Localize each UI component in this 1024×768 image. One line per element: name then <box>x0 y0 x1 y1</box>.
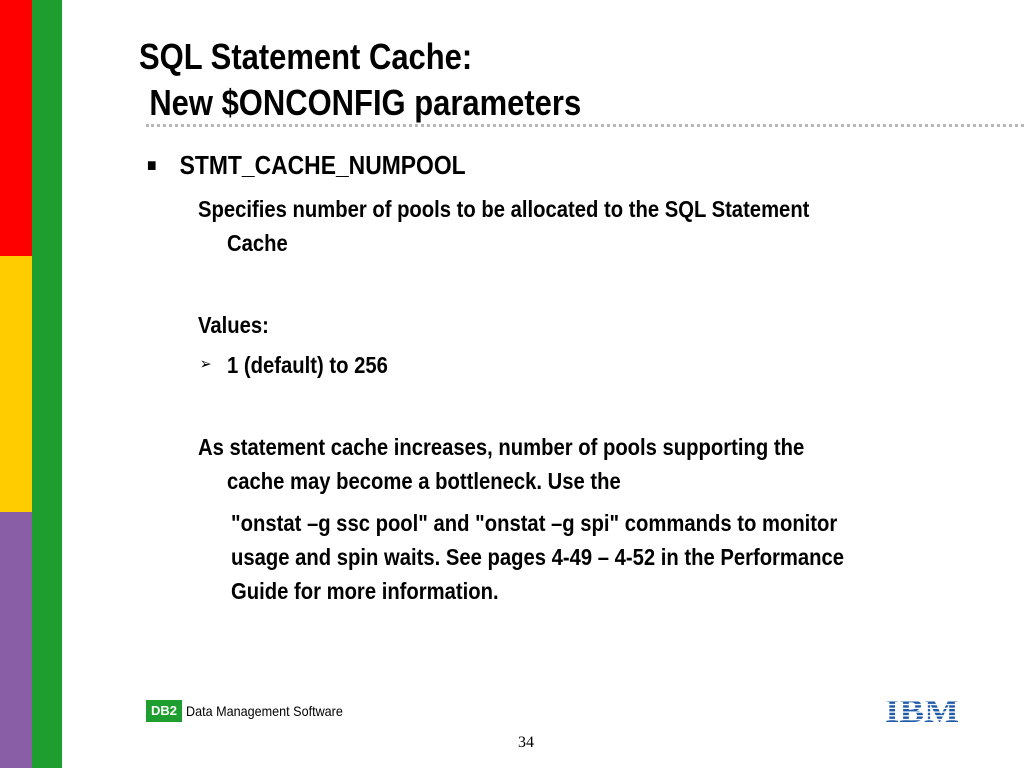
title-underline <box>146 124 1024 127</box>
title-line-2: New $ONCONFIG parameters <box>149 82 582 123</box>
note-line-2: cache may become a bottleneck. Use the <box>227 468 621 494</box>
square-bullet-icon: ■ <box>147 155 157 175</box>
values-item-label: 1 (default) to 256 <box>227 352 388 378</box>
ibm-logo-text: IBM <box>885 694 959 724</box>
description-paragraph <box>198 192 809 260</box>
ibm-logo <box>884 694 960 724</box>
db2-footer-logo <box>146 700 360 722</box>
command-paragraph <box>231 506 844 608</box>
db2-product-name: Data Management Software <box>186 703 343 719</box>
values-label: Values: <box>198 312 269 338</box>
purple-stripe <box>0 512 32 768</box>
chevron-arrow-icon: ➢ <box>199 356 212 373</box>
title-line-1: SQL Statement Cache: <box>139 36 473 77</box>
bullet-label: STMT_CACHE_NUMPOOL <box>179 150 466 180</box>
desc-line-1: Specifies number of pools to be allocated to the SQL Statement <box>198 196 810 222</box>
cmd-line-3: Guide for more information. <box>231 578 499 604</box>
note-line-1: As statement cache increases, number of pools supporting the <box>198 434 805 460</box>
red-stripe <box>0 0 32 256</box>
slide-title <box>139 34 581 126</box>
db2-badge: DB2 <box>146 700 182 722</box>
desc-line-2: Cache <box>227 230 288 256</box>
cmd-line-1: "onstat –g ssc pool" and "onstat –g spi" commands to monitor <box>231 510 838 536</box>
page-number: 34 <box>518 734 534 751</box>
note-paragraph <box>198 430 804 498</box>
left-color-stripe <box>0 0 32 768</box>
yellow-stripe <box>0 256 32 512</box>
green-stripe <box>32 0 62 768</box>
cmd-line-2: usage and spin waits. See pages 4-49 – 4-52 in the Performance <box>231 544 845 570</box>
